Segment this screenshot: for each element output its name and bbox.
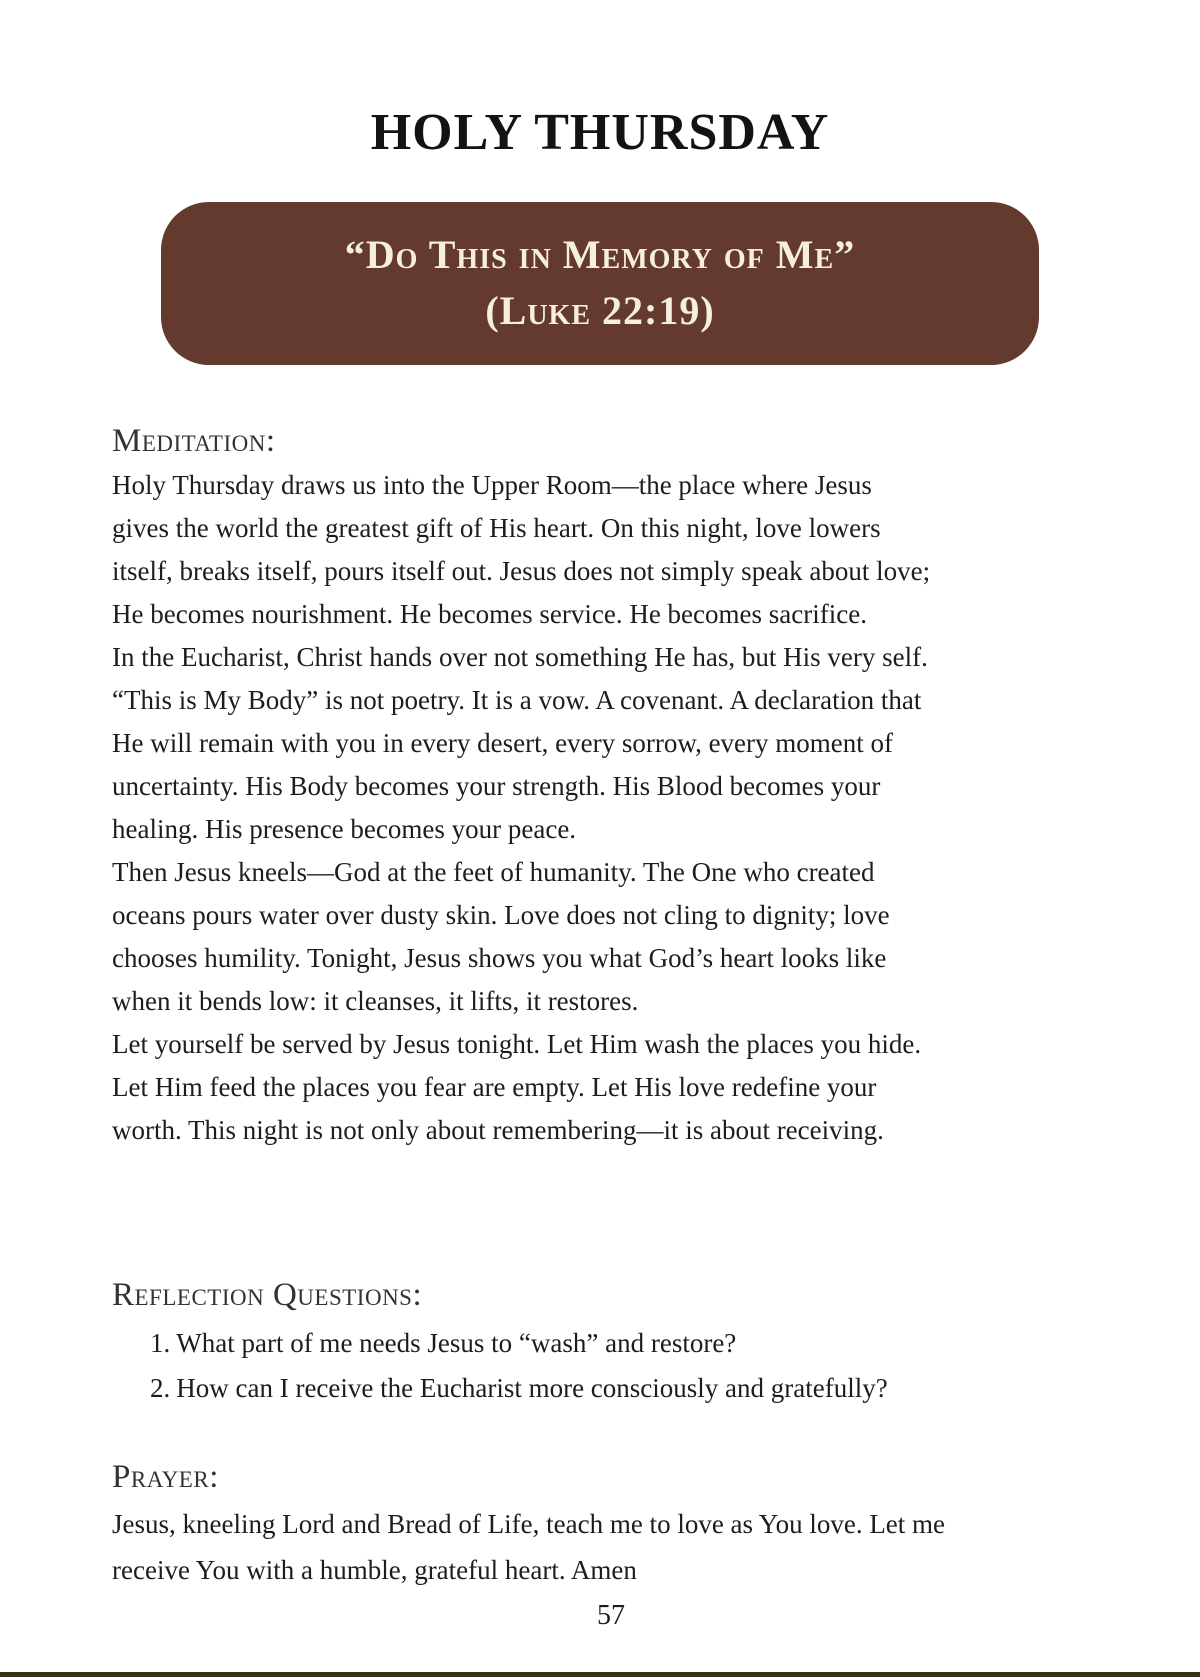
text-line: gives the world the greatest gift of His heart. On this night, love lowers <box>112 513 881 543</box>
meditation-text <box>112 464 1110 1152</box>
text-line: Then Jesus kneels—God at the feet of humanity. The One who created <box>112 857 875 887</box>
text-line: when it bends low: it cleanses, it lifts, it restores. <box>112 986 639 1016</box>
text-line: Let Him feed the places you fear are empty. Let His love redefine your <box>112 1072 877 1102</box>
question-number: 1. <box>150 1328 171 1358</box>
text-line: Jesus, kneeling Lord and Bread of Life, teach me to love as You love. Let me <box>112 1509 946 1539</box>
page-number: 57 <box>597 1600 625 1631</box>
text-line: Holy Thursday draws us into the Upper Room—the place where Jesus <box>112 470 872 500</box>
reflection-heading: Reflection Questions: <box>112 1277 423 1313</box>
question-text: How can I receive the Eucharist more consciously and gratefully? <box>176 1373 888 1403</box>
text-line: “This is My Body” is not poetry. It is a vow. A covenant. A declaration that <box>112 685 922 715</box>
banner-quote: “Do This in Memory of Me” <box>344 232 856 277</box>
prayer-section <box>112 1457 1110 1593</box>
page-title: HOLY THURSDAY <box>370 104 830 161</box>
question-number: 2. <box>150 1373 171 1403</box>
prayer-text <box>112 1501 1110 1593</box>
question-item <box>150 1366 1110 1411</box>
text-line: receive You with a humble, grateful heart. Amen <box>112 1555 637 1585</box>
text-line: He becomes nourishment. He becomes service. He becomes sacrifice. <box>112 599 867 629</box>
text-line: In the Eucharist, Christ hands over not something He has, but His very self. <box>112 642 928 672</box>
question-text: What part of me needs Jesus to “wash” and restore? <box>176 1328 737 1358</box>
question-item <box>150 1321 1110 1366</box>
text-line: itself, breaks itself, pours itself out. Jesus does not simply speak about love; <box>112 556 931 586</box>
text-line: chooses humility. Tonight, Jesus shows you what God’s heart looks like <box>112 943 887 973</box>
page-content <box>0 421 1200 1633</box>
scripture-banner <box>161 202 1039 365</box>
text-line: He will remain with you in every desert, every sorrow, every moment of <box>112 728 894 758</box>
text-line: uncertainty. His Body becomes your strength. His Blood becomes your <box>112 771 881 801</box>
footer-rule <box>0 1672 1200 1677</box>
reflection-questions <box>112 1321 1110 1411</box>
text-line: healing. His presence becomes your peace. <box>112 814 577 844</box>
meditation-heading: Meditation: <box>112 423 276 459</box>
banner-reference: (Luke 22:19) <box>485 288 715 333</box>
text-line: worth. This night is not only about remembering—it is about receiving. <box>112 1115 884 1145</box>
reflection-section <box>112 1275 1110 1411</box>
meditation-section <box>112 421 1110 1152</box>
text-line: oceans pours water over dusty skin. Love does not cling to dignity; love <box>112 900 890 930</box>
text-line: Let yourself be served by Jesus tonight. Let Him wash the places you hide. <box>112 1029 922 1059</box>
prayer-heading: Prayer: <box>112 1459 219 1495</box>
